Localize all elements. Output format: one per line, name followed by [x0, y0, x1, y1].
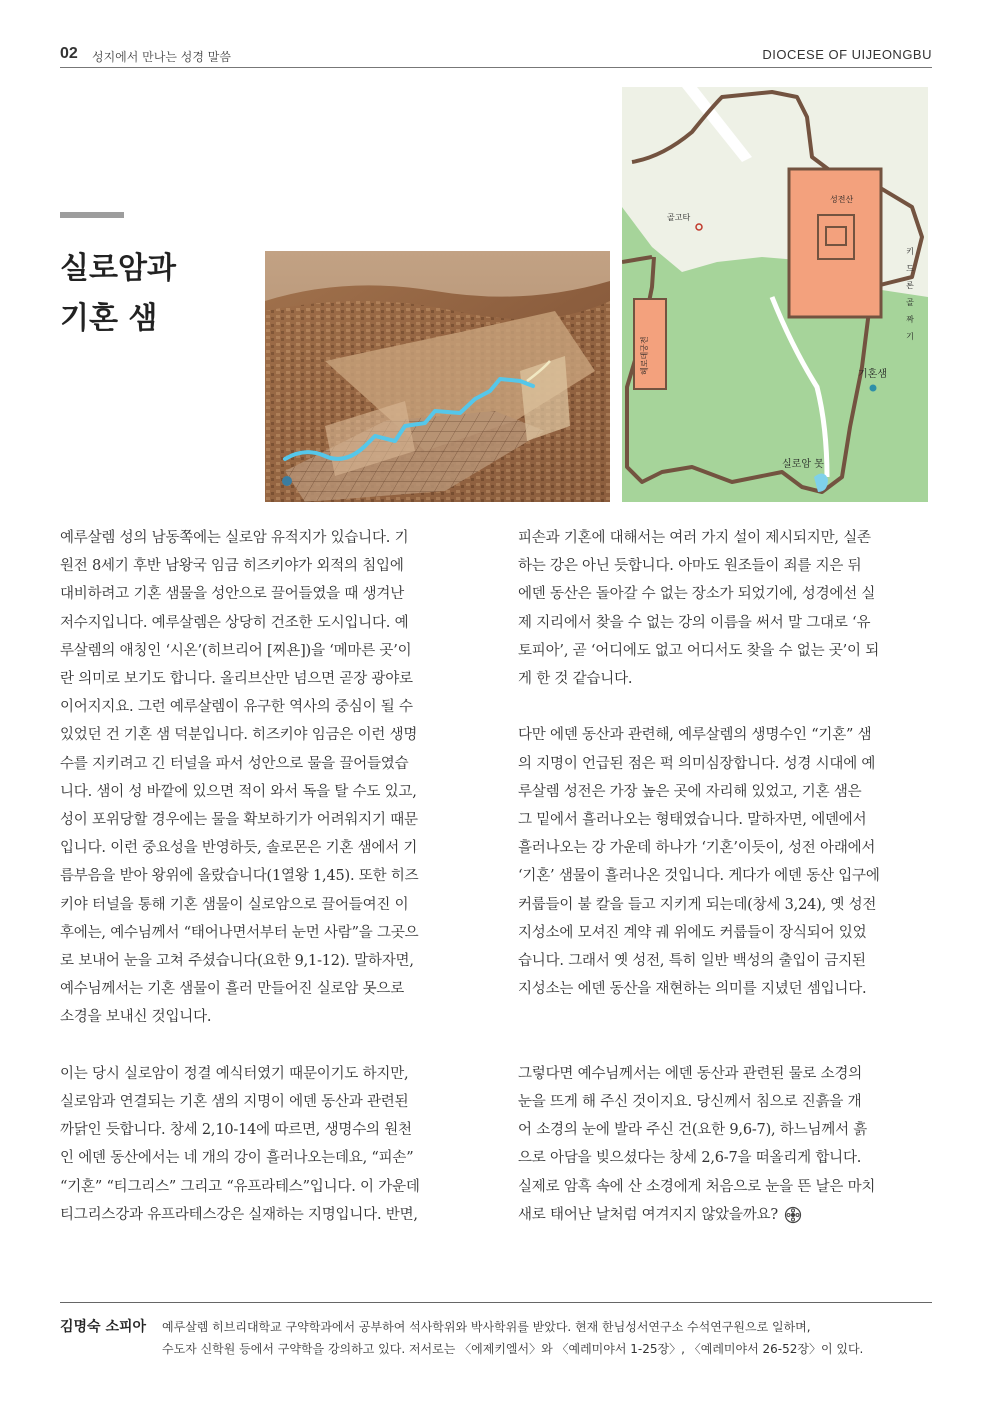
body-line: 로 보내어 눈을 고쳐 주셨습니다(요한 9,1-12). 말하자면,: [60, 953, 414, 970]
body-right-column: [518, 524, 934, 1229]
body-line: 새로 태어난 날처럼 여겨지지 않았을까요?: [518, 1206, 778, 1223]
author-bio-line: 수도자 신학원 등에서 구약학을 강의하고 있다. 저서로는 〈에제키엘서〉와 〈예레미야서 1-25장〉, 〈예레미야서 26-52장〉이 있다.: [162, 1342, 864, 1356]
body-line: 저수지입니다. 예루살렘은 상당히 건조한 도시입니다. 예: [60, 614, 409, 631]
body-line: 티그리스강과 유프라테스강은 실재하는 지명입니다. 반면,: [60, 1206, 418, 1223]
body-line: 습니다. 그래서 옛 성전, 특히 일반 백성의 출입이 금지된: [518, 953, 866, 970]
body-line: 에덴 동산은 돌아갈 수 없는 장소가 되었기에, 성경에선 실: [518, 586, 876, 603]
body-line: 눈을 뜨게 해 주신 것이지요. 당신께서 침으로 진흙을 개: [518, 1094, 862, 1111]
body-line: 란 의미로 보기도 합니다. 올리브산만 넘으면 곧장 광야로: [60, 671, 413, 688]
map-label-kidron-valley: 키드론골짜기: [905, 247, 915, 349]
title-line-1: 실로암과: [60, 251, 176, 286]
paragraph-gap: [518, 1003, 934, 1031]
body-line: 예루살렘 성의 남동쪽에는 실로암 유적지가 있습니다. 기: [60, 530, 409, 546]
body-line: 게 한 것 같습니다.: [518, 671, 633, 688]
body-line: 후에는, 예수님께서 “태어나면서부터 눈먼 사람”을 그곳으: [60, 924, 419, 941]
body-line: 토피아’, 곧 ‘어디에도 없고 어디서도 찾을 수 없는 곳’이 되: [518, 642, 880, 659]
body-line: 으로 아담을 빚으셨다는 창세 2,6-7을 떠올리게 합니다.: [518, 1150, 862, 1167]
body-line: 하는 강은 아닌 듯합니다. 아마도 원조들이 죄를 지은 뒤: [518, 558, 862, 575]
body-line: 실제로 암흑 속에 산 소경에게 처음으로 눈을 뜬 날은 마치: [518, 1178, 876, 1195]
body-line: 름부음을 받아 왕위에 올랐습니다(1열왕 1,45). 또한 히즈: [60, 868, 419, 885]
page-header: [60, 44, 932, 68]
body-line: 대비하려고 기혼 샘물을 성안으로 끌어들였을 때 생겨난: [60, 586, 405, 603]
body-line: 루살렘의 애칭인 ‘시온’(히브리어 [찌욘])을 ‘메마른 곳’이: [60, 642, 412, 659]
body-line: 그렇다면 예수님께서는 에덴 동산과 관련된 물로 소경의: [518, 1065, 863, 1082]
paragraph-gap: [60, 1032, 480, 1060]
paragraph-gap: [518, 1032, 934, 1060]
body-line: 실로암과 연결되는 기혼 샘의 지명이 에덴 동산과 관련된: [60, 1094, 409, 1111]
body-line: 다만 에덴 동산과 관련해, 예루살렘의 생명수인 “기혼” 샘: [518, 727, 872, 744]
jerusalem-map: [622, 87, 928, 502]
author-bio-line: 예루살렘 히브리대학교 구약학과에서 공부하여 석사학위와 박사학위를 받았다. 현재 한님성서연구소 수석연구원으로 일하며,: [162, 1320, 811, 1334]
map-label-herod-palace: 헤로데궁전: [640, 336, 649, 375]
body-line: 까닭인 듯합니다. 창세 2,10-14에 따르면, 생명수의 원천: [60, 1122, 412, 1139]
body-line: 예수님께서는 기혼 샘물이 흘러 만들어진 실로암 못으로: [60, 981, 405, 998]
body-line: 성이 포위당할 경우에는 물을 확보하기가 어려워지기 때문: [60, 812, 418, 829]
author-bio: [162, 1316, 863, 1360]
body-line: 수를 지키려고 긴 터널을 파서 성안으로 물을 끌어들였습: [60, 755, 409, 772]
map-label-temple-mount: 성전산: [830, 195, 854, 204]
map-label-golgotha: 골고타: [667, 213, 691, 222]
body-line: 이어지지요. 그런 예루살렘이 유구한 역사의 중심이 될 수: [60, 699, 413, 716]
page-number: 02: [60, 45, 78, 62]
map-label-gihon-spring: 기혼샘: [858, 369, 887, 380]
body-line: 흘러나오는 강 가운데 하나가 ‘기혼’이듯이, 성전 아래에서: [518, 840, 876, 857]
section-title: 성지에서 만나는 성경 말씀: [92, 50, 231, 64]
body-line: 제 지리에서 찾을 수 없는 강의 이름을 써서 말 그대로 ‘유: [518, 614, 871, 631]
body-line: 커룹들이 불 칼을 들고 지키게 되는데(창세 3,24), 옛 성전: [518, 896, 877, 913]
body-line: 어 소경의 눈에 발라 주신 건(요한 9,6-7), 하느님께서 흙: [518, 1122, 868, 1139]
end-mark-rosette-icon: [784, 1206, 802, 1224]
body-line: 지성소는 에덴 동산을 재현하는 의미를 지녔던 셈입니다.: [518, 981, 867, 998]
body-line: 키야 터널을 통해 기혼 샘물이 실로암으로 끌어들여진 이: [60, 896, 409, 913]
body-left-column: [60, 524, 480, 1229]
body-line: 인 에덴 동산에서는 네 개의 강이 흘러나오는데요, “피손”: [60, 1150, 414, 1167]
jerusalem-illustration: [265, 251, 610, 502]
body-line: 지성소에 모셔진 계약 궤 위에도 커룹들이 장식되어 있었: [518, 924, 867, 941]
body-line: 소경을 보내신 것입니다.: [60, 1009, 212, 1026]
body-line: 니다. 샘이 성 바깥에 있으면 적이 와서 독을 탈 수도 있고,: [60, 783, 417, 800]
body-line: 원전 8세기 후반 남왕국 임금 히즈키야가 외적의 침입에: [60, 558, 404, 575]
body-line: 의 지명이 언급된 점은 퍽 의미심장합니다. 성경 시대에 예: [518, 755, 876, 772]
organization-name: DIOCESE OF UIJEONGBU: [762, 47, 932, 62]
title-line-2: 기혼 샘: [60, 301, 158, 336]
body-line: 이는 당시 실로암이 정결 예식터였기 때문이기도 하지만,: [60, 1065, 409, 1082]
body-line: 있었던 건 기혼 샘 덕분입니다. 히즈키야 임금은 이런 생명: [60, 727, 418, 744]
body-line: 입니다. 이런 중요성을 반영하듯, 솔로몬은 기혼 샘에서 기: [60, 840, 418, 857]
body-line-last: [518, 1201, 934, 1229]
map-graphic: [622, 87, 928, 502]
article-title: [60, 244, 176, 344]
jerusalem-illustration-image: [265, 251, 610, 502]
body-line: 그 밑에서 흘러나오는 형태였습니다. 말하자면, 에덴에서: [518, 812, 867, 829]
footer-divider: [60, 1302, 932, 1303]
body-line: “기혼” “티그리스” 그리고 “유프라테스”입니다. 이 가운데: [60, 1178, 420, 1195]
body-line: 루살렘 성전은 가장 높은 곳에 자리해 있었고, 기혼 샘은: [518, 783, 862, 800]
body-line: ‘기혼’ 샘물이 흘러나온 것입니다. 게다가 에덴 동산 입구에: [518, 868, 880, 885]
body-line: 피손과 기혼에 대해서는 여러 가지 설이 제시되지만, 실존: [518, 530, 871, 546]
map-label-siloam-pool: 실로암 못: [782, 459, 824, 470]
author-name: 김명숙 소피아: [60, 1319, 147, 1335]
title-accent-bar: [60, 212, 124, 218]
paragraph-gap: [518, 693, 934, 721]
